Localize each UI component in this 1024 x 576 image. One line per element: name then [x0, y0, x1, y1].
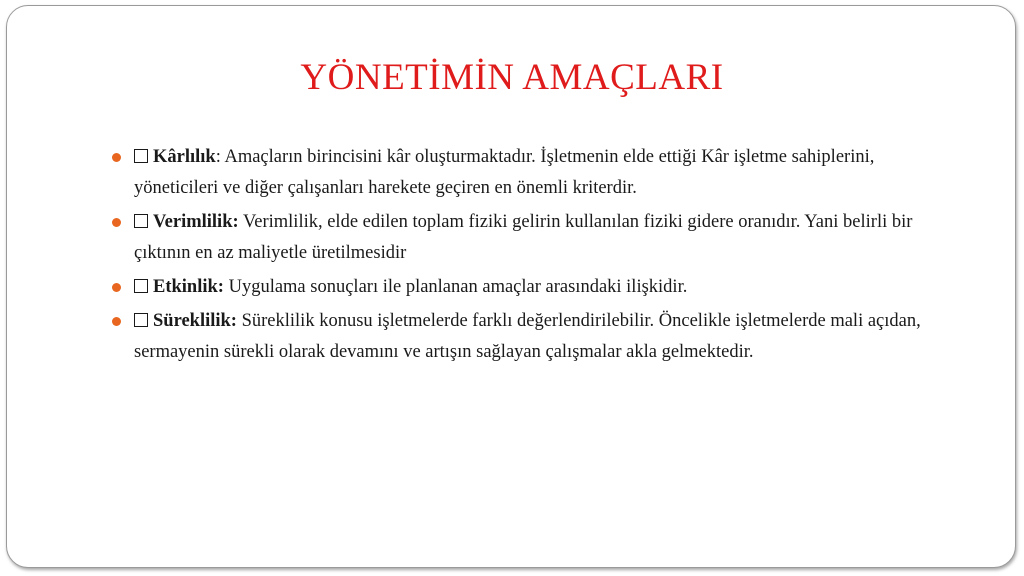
checkbox-icon [134, 313, 148, 327]
bullet-list [110, 142, 960, 371]
list-item-verimlilik [110, 207, 960, 269]
slide-title: YÖNETİMİN AMAÇLARI [300, 57, 724, 98]
term-label: Verimlilik: [153, 212, 239, 232]
checkbox-icon [134, 214, 148, 228]
term-separator: : [215, 147, 225, 167]
checkbox-icon [134, 149, 148, 163]
bullet-text: Amaçların birincisini kâr oluşturmaktadır. İşletmenin elde ettiği Kâr işletme sahiplerini, yöneticileri ve diğer çalışanları harekete geçiren en önemli kriterdir. [134, 147, 875, 198]
checkbox-icon [134, 279, 148, 293]
list-item-etkinlik [110, 272, 960, 303]
list-item-sureklilik [110, 306, 960, 368]
term-label: Süreklilik: [153, 311, 237, 331]
term-label: Etkinlik: [153, 277, 224, 297]
bullet-dot-icon [112, 218, 121, 227]
bullet-dot-icon [112, 153, 121, 162]
list-item-karlilik [110, 142, 960, 204]
bullet-dot-icon [112, 283, 121, 292]
bullet-text: Süreklilik konusu işletmelerde farklı değerlendirilebilir. Öncelikle işletmelerde mali açıdan, sermayenin sürekli olarak devamını ve artışın sağlayan çalışmalar akla gelmektedir. [134, 311, 921, 362]
bullet-text: Verimlilik, elde edilen toplam fiziki gelirin kullanılan fiziki gidere oranıdır. Yani belirli bir çıktının en az maliyetle üretilmesidir [134, 212, 913, 263]
bullet-text: Uygulama sonuçları ile planlanan amaçlar arasındaki ilişkidir. [228, 277, 688, 297]
bullet-dot-icon [112, 317, 121, 326]
term-label: Kârlılık [153, 147, 216, 167]
